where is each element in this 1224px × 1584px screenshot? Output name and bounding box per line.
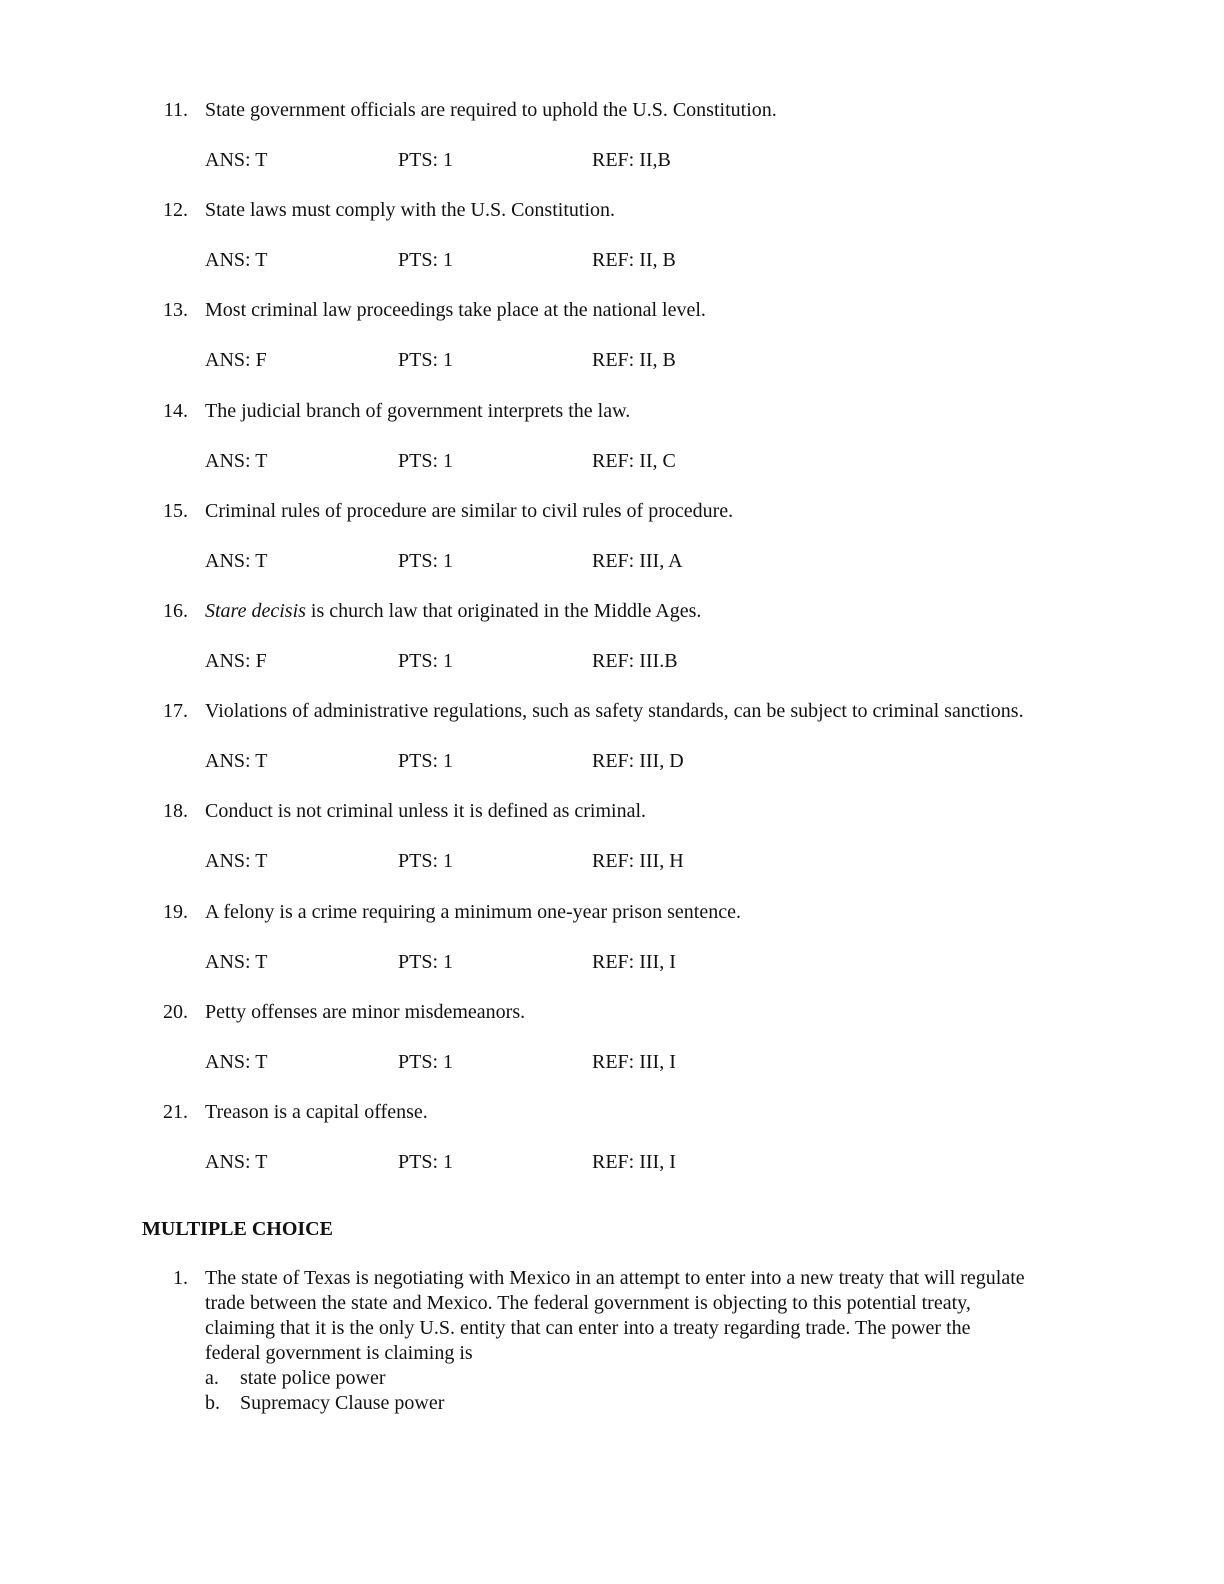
- points: PTS: 1: [398, 149, 454, 171]
- question-text: [205, 1266, 1115, 1366]
- answer-options: [0, 1366, 1224, 1416]
- answer: ANS: T: [205, 249, 268, 272]
- reference: REF: III, I: [592, 1150, 676, 1173]
- question-text: [205, 598, 701, 624]
- question-text: The judicial branch of government interprets the law.: [205, 399, 631, 422]
- question-number: 17.: [163, 700, 188, 723]
- reference: REF: III, I: [592, 950, 676, 973]
- reference: REF: III, D: [592, 750, 684, 773]
- answer-option: [0, 1391, 1224, 1416]
- answer: ANS: T: [205, 1050, 268, 1073]
- question-number: 11.: [163, 99, 188, 121]
- question-text: Conduct is not criminal unless it is defined as criminal.: [205, 800, 647, 823]
- reference: REF: III, I: [592, 1050, 676, 1073]
- reference: REF: II,B: [592, 149, 671, 171]
- points: PTS: 1: [398, 349, 454, 372]
- question-text-rest: is church law that originated in the Middle Ages.: [305, 599, 702, 622]
- question-number: 1.: [173, 1267, 188, 1289]
- question-number: 13.: [163, 299, 188, 322]
- points: PTS: 1: [398, 750, 454, 773]
- answer: ANS: T: [205, 449, 268, 472]
- reference: REF: II, C: [592, 449, 676, 472]
- true-false-list: [0, 97, 1224, 1199]
- answer-option: [0, 1366, 1224, 1391]
- question-item: [0, 899, 1224, 999]
- question-item: [0, 698, 1224, 798]
- option-letter: a.: [205, 1367, 219, 1389]
- question-item: [0, 798, 1224, 898]
- question-text: A felony is a crime requiring a minimum one-year prison sentence.: [205, 900, 741, 923]
- reference: REF: III, H: [592, 850, 684, 873]
- question-number: 19.: [163, 900, 188, 923]
- question-text: Criminal rules of procedure are similar to civil rules of procedure.: [205, 499, 734, 522]
- option-text: Supremacy Clause power: [240, 1392, 445, 1414]
- question-number: 21.: [163, 1100, 188, 1123]
- question-text: Petty offenses are minor misdemeanors.: [205, 1000, 526, 1023]
- points: PTS: 1: [398, 449, 454, 472]
- question-italic-term: Stare decisis: [205, 599, 306, 622]
- option-letter: b.: [205, 1392, 220, 1414]
- answer: ANS: F: [205, 349, 267, 372]
- question-text: Treason is a capital offense.: [205, 1100, 428, 1123]
- reference: REF: II, B: [592, 349, 676, 372]
- question-item: [0, 999, 1224, 1099]
- answer: ANS: T: [205, 149, 268, 171]
- section-heading: MULTIPLE CHOICE: [142, 1218, 333, 1240]
- points: PTS: 1: [398, 249, 454, 272]
- question-item: [0, 1099, 1224, 1199]
- answer: ANS: T: [205, 850, 268, 873]
- question-item: [0, 398, 1224, 498]
- question-item: [0, 97, 1224, 197]
- answer: ANS: T: [205, 750, 268, 773]
- question-number: 14.: [163, 399, 188, 422]
- question-item: [0, 598, 1224, 698]
- question-text-line: federal government is claiming is: [205, 1342, 473, 1364]
- question-number: 16.: [163, 599, 188, 622]
- points: PTS: 1: [398, 1150, 454, 1173]
- points: PTS: 1: [398, 850, 454, 873]
- question-item: [0, 498, 1224, 598]
- question-number: 18.: [163, 800, 188, 823]
- question-text-line: claiming that it is the only U.S. entity that can enter into a treaty regarding trade. The power the: [205, 1317, 971, 1339]
- points: PTS: 1: [398, 549, 454, 572]
- question-number: 12.: [163, 199, 188, 222]
- question-number: 20.: [163, 1000, 188, 1023]
- option-text: state police power: [240, 1367, 386, 1389]
- question-text: Violations of administrative regulations, such as safety standards, can be subject to criminal sanctions.: [205, 700, 1024, 723]
- answer: ANS: F: [205, 649, 267, 672]
- question-number: 15.: [163, 499, 188, 522]
- reference: REF: III, A: [592, 549, 683, 572]
- question-text-line: trade between the state and Mexico. The federal government is objecting to this potential treaty,: [205, 1292, 971, 1314]
- points: PTS: 1: [398, 649, 454, 672]
- question-item: [0, 197, 1224, 297]
- answer: ANS: T: [205, 1150, 268, 1173]
- question-text: State government officials are required to uphold the U.S. Constitution.: [205, 99, 777, 121]
- points: PTS: 1: [398, 1050, 454, 1073]
- answer: ANS: T: [205, 950, 268, 973]
- question-text-line: The state of Texas is negotiating with Mexico in an attempt to enter into a new treaty that will regulate: [205, 1267, 1025, 1289]
- question-text: State laws must comply with the U.S. Constitution.: [205, 199, 615, 222]
- answer: ANS: T: [205, 549, 268, 572]
- points: PTS: 1: [398, 950, 454, 973]
- reference: REF: III.B: [592, 649, 678, 672]
- question-text: Most criminal law proceedings take place at the national level.: [205, 299, 706, 322]
- reference: REF: II, B: [592, 249, 676, 272]
- question-item: [0, 297, 1224, 397]
